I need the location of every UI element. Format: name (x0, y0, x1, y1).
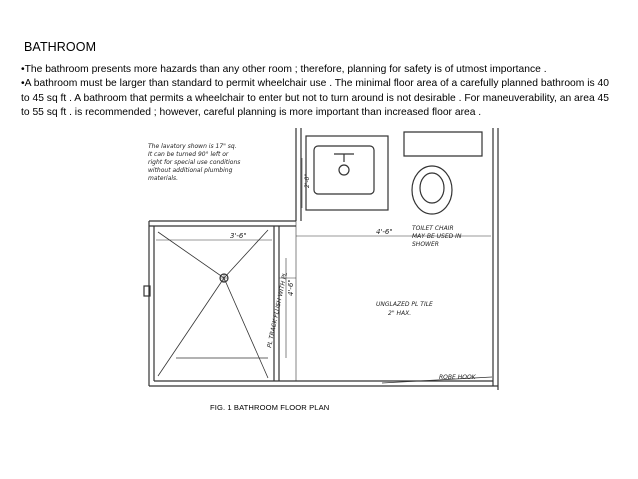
bullet-safety: •The bathroom presents more hazards than any other room ; therefore, planning for safety is of utmost importance . (21, 64, 547, 75)
lavatory-note-line: materials. (148, 175, 179, 182)
floor-plan-figure (136, 128, 506, 400)
tile-note (376, 301, 433, 317)
lavatory-note-line: The lavatory shown is 17" sq. (148, 143, 237, 150)
toilet-note-line: MAY BE USED IN (412, 233, 462, 240)
tile-note-line: 2" HAX. (388, 310, 412, 317)
tile-note-line: UNGLAZED PL TILE (376, 301, 433, 308)
slide-heading: BATHROOM (24, 40, 97, 54)
toilet-note-line: SHOWER (412, 241, 439, 248)
bullet-list (21, 63, 609, 120)
shower-width-dimension: 3'-6" (230, 232, 247, 240)
room-width-dimension: 4'-6" (376, 228, 393, 236)
toilet-note-line: TOILET CHAIR (412, 225, 454, 232)
lavatory-note (148, 143, 240, 182)
figure-caption: FIG. 1 BATHROOM FLOOR PLAN (210, 403, 330, 412)
lavatory-note-line: without additional plumbing (148, 167, 233, 174)
room-depth-dimension: 4'-6" (287, 279, 295, 296)
vanity-depth-dimension: 2'-0" (304, 173, 311, 188)
lavatory-note-line: It can be turned 90° left or (148, 151, 229, 158)
lavatory-note-line: right for special use conditions (148, 159, 241, 166)
bullet-floor-area: •A bathroom must be larger than standard to permit wheelchair use . The minimal floor area of a carefully planned bathroom is 40 to 45 sq ft . A bathroom that permits a wheelchair to enter but not to turn around is not desirable . For maneuverability, an area 45 to 55 sq ft . is recommended ; however, careful planning is more important than increased floor area . (21, 78, 609, 118)
robe-hook-label: ROBE HOOK (439, 374, 476, 381)
floor-plan-drawing (136, 128, 506, 400)
pl-track-label: PL TRACK FLUSH WITH PL (266, 271, 289, 349)
toilet-note (412, 225, 462, 248)
